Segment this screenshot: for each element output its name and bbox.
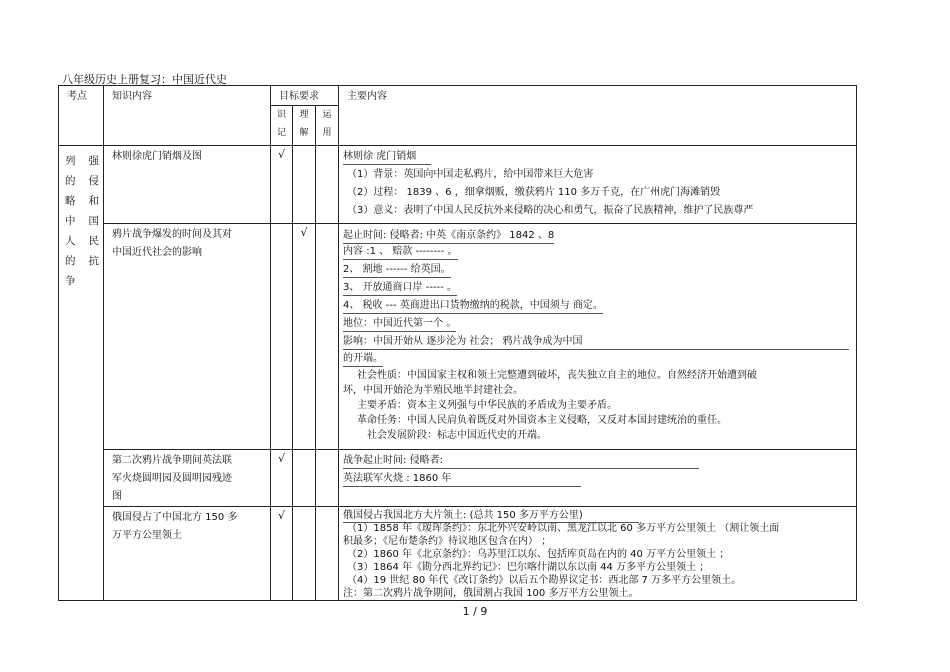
check-r1-shiji: √ (271, 146, 293, 224)
header-yunyong: 运 用 (316, 106, 339, 146)
kaodian-cell (59, 146, 104, 601)
content-r4 (339, 507, 857, 601)
content-line: （3）意义：表明了中国人民反抗外来侵略的决心和勇气，振奋了民族精神，维护了民族尊严 (347, 205, 754, 216)
check-r1-yunyong (316, 146, 339, 224)
kaodian-line: 列 强 (65, 155, 99, 167)
header-zhuyao: 主要内容 (339, 86, 857, 146)
content-line: 3、 开放通商口岸 ----- 。 (343, 280, 852, 298)
content-line: 的开端。 (343, 351, 852, 368)
knowledge-r3: 第二次鸦片战争期间英法联 军火烧圆明园及圆明园残迹 图 (104, 450, 271, 507)
content-line: 革命任务：中国人民肩负着既反对外国资本主义侵略，又反对本国封建统治的重任。 (357, 415, 728, 426)
check-r1-lijie (293, 146, 316, 224)
check-r3-lijie (293, 450, 316, 507)
content-line: 坏，中国开始沦为半殖民地半封建社会。 (343, 385, 524, 396)
kaodian-line: 略 和 (65, 195, 99, 207)
content-line: 影响：中国开始从 逐步沦为 社会； 鸦片战争成为中国 (343, 334, 852, 351)
check-r2-lijie: √ (293, 224, 316, 450)
content-line: （1）1858 年《瑷珲条约》：东北外兴安岭以南、黑龙江以北 60 多万平方公里领土 （割让领土面 (347, 523, 780, 534)
content-line: 4、 税收 --- 英商进出口货物缴纳的税款，中国须与 商定。 (343, 298, 852, 316)
content-r1 (339, 146, 857, 224)
content-line: 社会发展阶段：标志中国近代史的开端。 (367, 430, 548, 441)
check-r3-shiji: √ (271, 450, 293, 507)
kaodian-line: 人 民 (65, 235, 99, 247)
kaodian-line: 中 国 (65, 215, 99, 227)
kaodian-line: 的 侵 (65, 175, 99, 187)
content-line: 主要矛盾：资本主义列强与中华民族的矛盾成为主要矛盾。 (357, 400, 618, 411)
content-line: 积最多；《尼布楚条约》待议地区包含在内） ； (343, 536, 552, 547)
check-r4-lijie (293, 507, 316, 601)
document-title: 八年级历史上册复习：中国近代史 (62, 73, 227, 86)
content-line: 地位：中国近代第一个 。 (343, 316, 852, 334)
header-shiji: 识 记 (271, 106, 293, 146)
content-r1-title: 林则徐 虎门销烟 (343, 149, 852, 164)
kaodian-line: 争 (65, 275, 76, 287)
content-line: （3）1864 年《勘分西北界约记》：巴尔喀什湖以东以南 44 万多平方公里领土 ； (347, 562, 710, 573)
content-line: 2、 割地 ------ 给英国。 (343, 262, 852, 280)
content-r3 (339, 450, 857, 507)
header-zhishi: 知识内容 (104, 86, 271, 146)
header-lijie: 理 解 (293, 106, 316, 146)
check-r3-yunyong (316, 450, 339, 507)
check-r4-yunyong (316, 507, 339, 601)
knowledge-r2: 鸦片战争爆发的时间及其对 中国近代社会的影响 (104, 224, 271, 450)
content-line: （1）背景：英国向中国走私鸦片，给中国带来巨大危害 (347, 169, 594, 180)
content-line: （4）19 世纪 80 年代《改订条约》以后五个勘界议定书：西北部 7 万多平方公里领土。 (347, 575, 742, 586)
content-line: 俄国侵占我国北方大片领土: (总共 150 多万平方公里) (343, 509, 852, 522)
check-r2-yunyong (316, 224, 339, 450)
knowledge-r4: 俄国侵占了中国北方 150 多 万平方公里领土 (104, 507, 271, 601)
check-r2-shiji (271, 224, 293, 450)
content-line: 战争起止时间: 侵略者: (343, 453, 852, 471)
header-mubiao: 目标要求 (271, 86, 339, 106)
content-line: 英法联军火烧 : 1860 年 (343, 471, 852, 489)
page-number: 1 / 9 (462, 605, 488, 618)
knowledge-r1: 林则徐虎门销烟及图 (104, 146, 271, 224)
check-r4-shiji: √ (271, 507, 293, 601)
review-table (58, 85, 857, 601)
kaodian-line: 的 抗 (65, 255, 99, 267)
content-line: 注：第二次鸦片战争期间，俄国割占我国 100 多万平方公里领土。 (343, 588, 639, 599)
content-r2 (339, 224, 857, 450)
content-line: 内容 :1 、 赔款 -------- 。 (343, 244, 852, 262)
content-line: 起止时间: 侵略者: 中英《南京条约》 1842 、8 (343, 228, 852, 244)
content-line: （2）过程： 1839 、6 ，细拿烟贩，缴获鸦片 110 多万千克，在广州虎门海滩销毁 (347, 187, 721, 198)
header-kaodian: 考点 (59, 86, 104, 146)
content-line: 社会性质：中国国家主权和领土完整遭到破坏，丧失独立自主的地位。自然经济开始遭到破 (357, 370, 758, 381)
content-line: （2）1860 年《北京条约》：乌苏里江以东、包括库页岛在内的 40 万平方公里领土 ； (347, 549, 730, 560)
